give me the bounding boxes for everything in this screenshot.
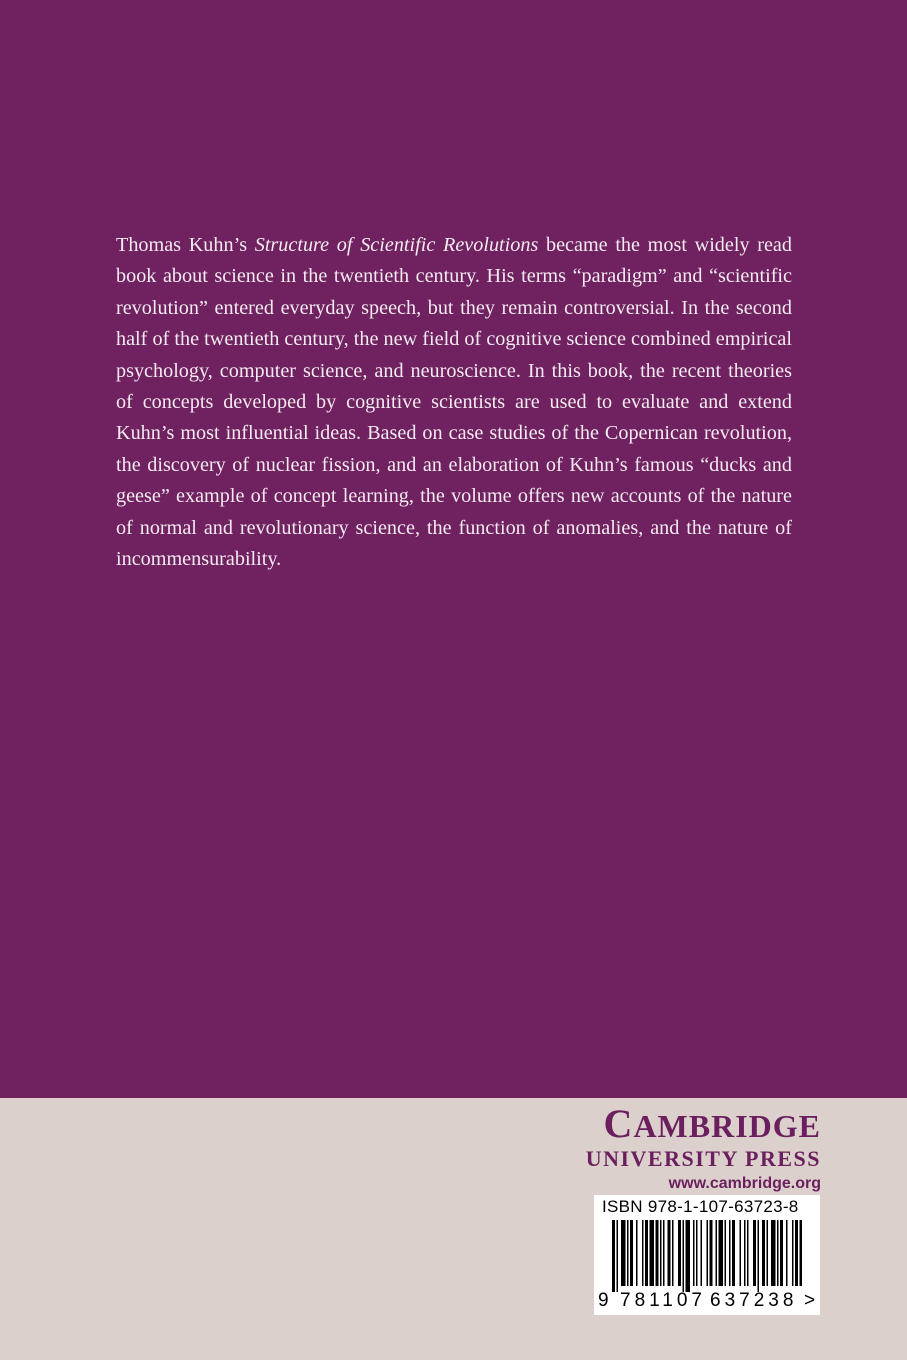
barcode-bar <box>693 1220 695 1286</box>
publisher-name-line2: UNIVERSITY PRESS <box>585 1146 821 1171</box>
barcode-bar <box>707 1220 709 1286</box>
publisher-website: www.cambridge.org <box>668 1175 821 1192</box>
barcode-bar <box>758 1220 760 1292</box>
publisher-logo <box>585 1101 821 1196</box>
barcode-bar <box>780 1220 783 1286</box>
barcode-bar <box>683 1220 685 1292</box>
publisher-name-line1: CAMBRIDGE <box>603 1101 821 1146</box>
barcode-bar <box>740 1220 742 1286</box>
barcode-digit-first: 9 <box>598 1290 609 1311</box>
barcode-bar <box>767 1220 769 1286</box>
barcode-bar <box>642 1220 644 1286</box>
barcode-bar <box>672 1220 674 1286</box>
barcode-bar <box>792 1220 794 1286</box>
isbn-barcode <box>594 1195 820 1315</box>
barcode-bar <box>636 1220 638 1286</box>
barcode-bar <box>678 1220 681 1286</box>
barcode-bar <box>710 1220 713 1286</box>
barcode-bar <box>686 1220 691 1292</box>
barcode-bar <box>668 1220 671 1286</box>
barcode-bar <box>747 1220 749 1286</box>
barcode-bars <box>612 1220 802 1292</box>
barcode-bar <box>656 1220 659 1286</box>
barcode-bar <box>612 1220 615 1292</box>
barcode-bar <box>630 1220 633 1286</box>
barcode-bar <box>660 1220 662 1286</box>
barcode-end-mark: > <box>804 1290 816 1311</box>
barcode-bar <box>617 1220 619 1292</box>
barcode-bar <box>645 1220 648 1286</box>
barcode-bar <box>729 1220 731 1286</box>
barcode-bar <box>621 1220 626 1286</box>
blurb-intro: Thomas Kuhn’s <box>116 234 255 256</box>
barcode-digit-group2: 637238 <box>710 1290 798 1311</box>
barcode-bar <box>696 1220 698 1286</box>
barcode-bar <box>744 1220 746 1286</box>
blurb-body: became the most widely read book about science in the twentieth century. His terms “paradigm” and “scientific revolution” entered everyday speech, but they remain controversial. In the second half of the twentieth century, the new field of cognitive science combined empirical psychology, computer science, and neuroscience. In this book, the recent theories of concepts developed by cognitive scientists are used to evaluate and extend Kuhn’s most influential ideas. Based on case studies of the Copernican revolution, the discovery of nuclear fission, and an elaboration of Kuhn’s famous “ducks and geese” example of concept learning, the volume offers new accounts of the nature of normal and revolutionary science, the function of anomalies, and the nature of incommensurability. <box>116 234 792 571</box>
barcode-bar <box>795 1220 798 1286</box>
barcode-bar <box>786 1220 788 1286</box>
barcode-bar <box>771 1220 776 1286</box>
barcode-bar <box>762 1220 765 1286</box>
barcode-bar <box>800 1220 803 1286</box>
blurb-paragraph <box>116 230 792 575</box>
barcode-bar <box>725 1220 727 1286</box>
barcode-bar <box>719 1220 724 1286</box>
barcode-bar <box>701 1220 703 1286</box>
barcode-bar <box>716 1220 718 1286</box>
barcode-bar <box>753 1220 756 1286</box>
blurb-book-title: Structure of Scientific Revolutions <box>254 234 539 256</box>
barcode-bar <box>627 1220 629 1286</box>
barcode-bar <box>663 1220 665 1286</box>
barcode-bar <box>650 1220 655 1286</box>
barcode-digit-group1: 781107 <box>620 1290 706 1311</box>
isbn-label: ISBN 978-1-107-63723-8 <box>602 1197 799 1216</box>
barcode-bar <box>777 1220 779 1286</box>
barcode-bar <box>732 1220 735 1286</box>
